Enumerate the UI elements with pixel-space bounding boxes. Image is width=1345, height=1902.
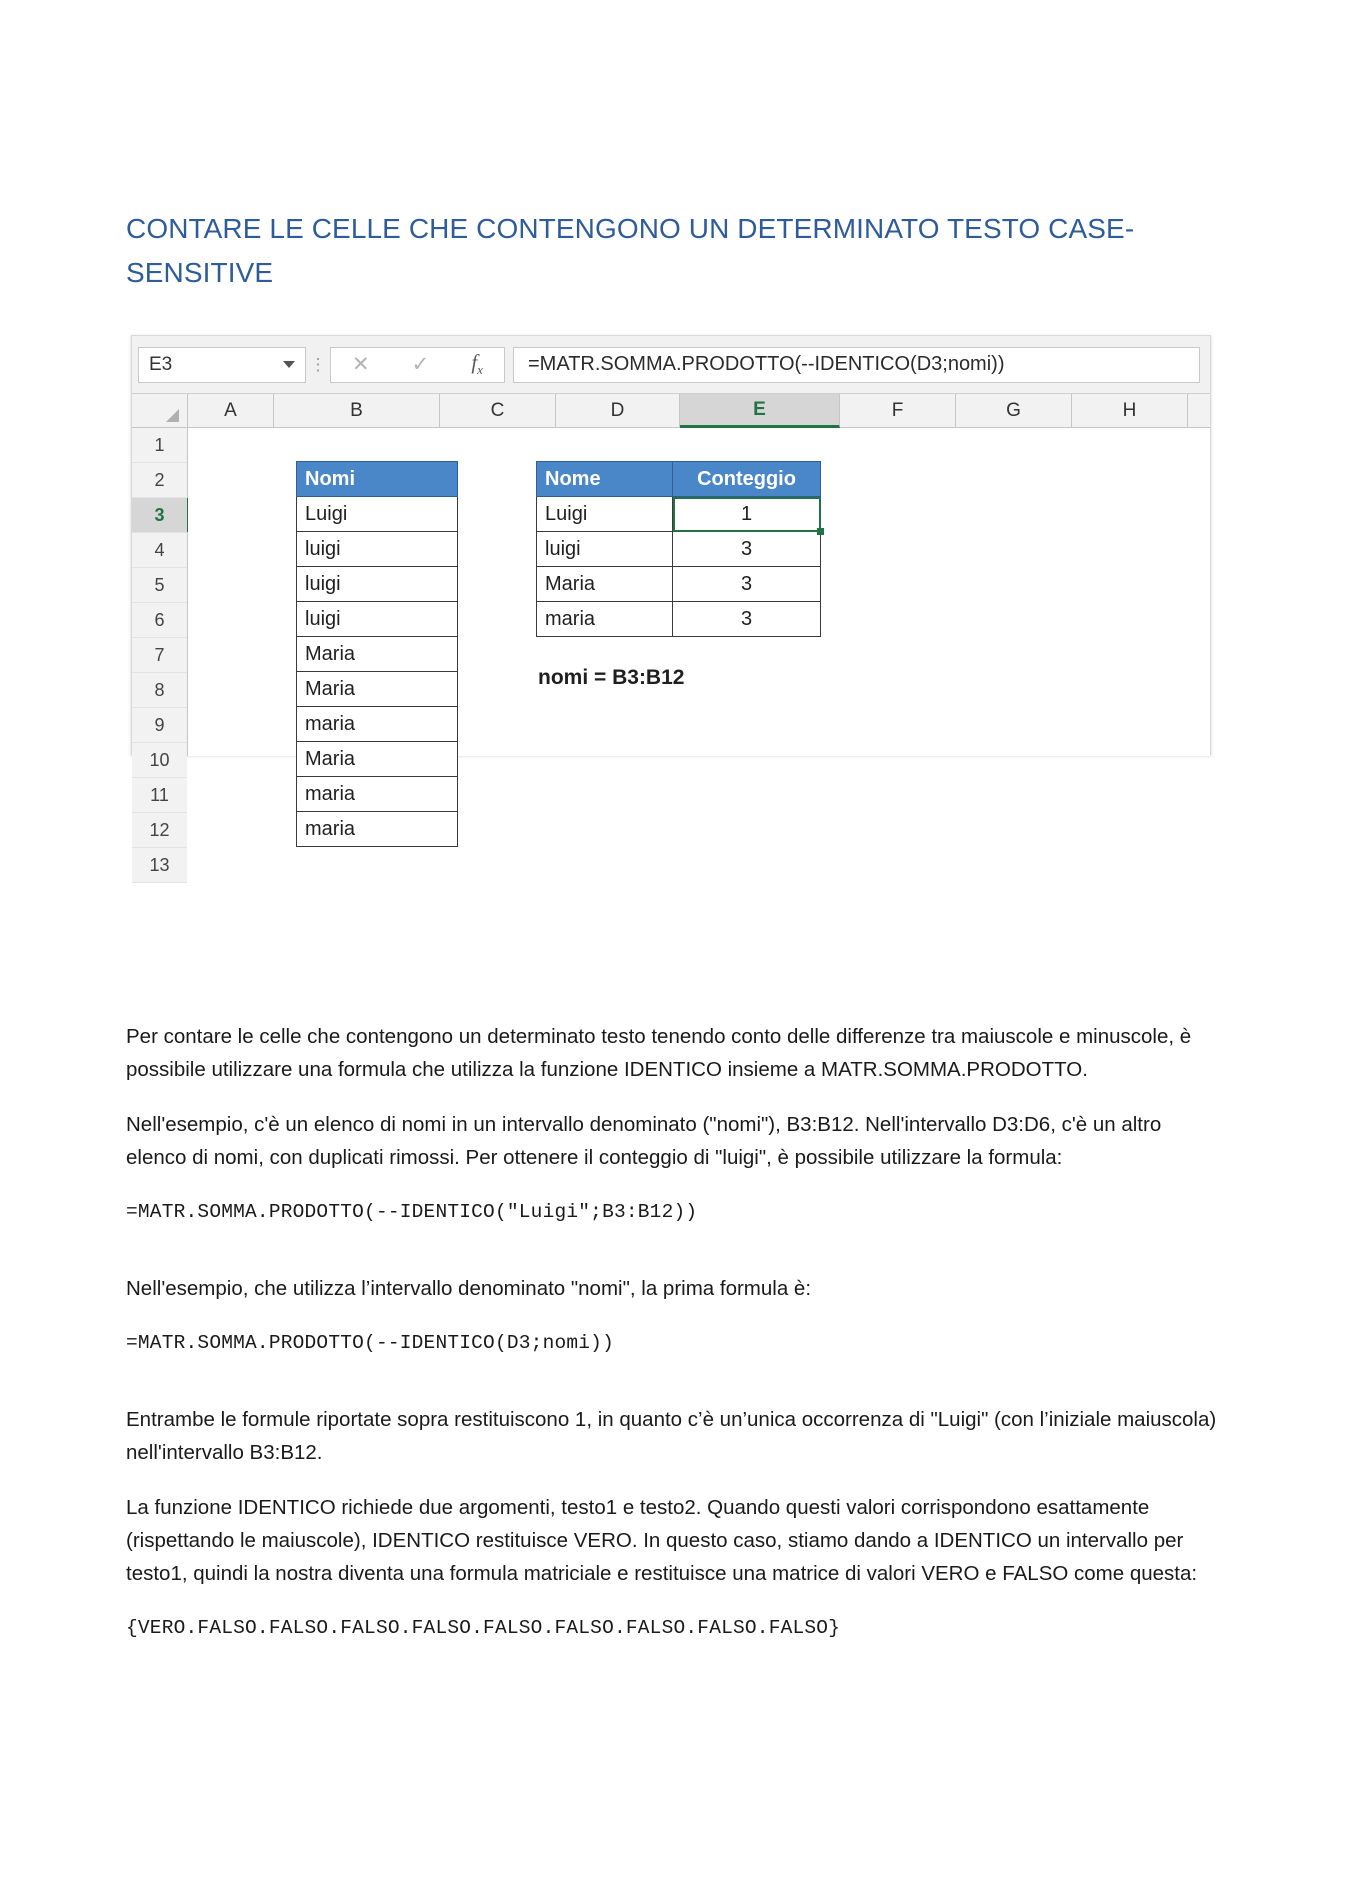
row-header[interactable]: 8 bbox=[132, 673, 187, 708]
conteggio-cell[interactable]: 3 bbox=[673, 532, 821, 567]
nomi-table bbox=[296, 461, 458, 847]
row-header[interactable]: 10 bbox=[132, 743, 187, 778]
code-formula-2: =MATR.SOMMA.PRODOTTO(--IDENTICO(D3;nomi)) bbox=[126, 1332, 614, 1354]
column-header-b[interactable]: B bbox=[274, 394, 440, 427]
row-header[interactable]: 5 bbox=[132, 568, 187, 603]
table-row[interactable] bbox=[297, 707, 458, 742]
spacer bbox=[126, 1228, 1226, 1272]
table-row[interactable] bbox=[537, 497, 821, 532]
table-row[interactable] bbox=[297, 567, 458, 602]
check-icon[interactable]: ✓ bbox=[411, 353, 430, 376]
chevron-down-icon[interactable] bbox=[283, 361, 295, 368]
column-header-e[interactable]: E bbox=[680, 394, 840, 428]
column-header-row bbox=[132, 394, 1210, 428]
row-header[interactable]: 13 bbox=[132, 848, 187, 883]
nomi-cell[interactable]: luigi bbox=[297, 567, 458, 602]
row-header[interactable]: 3 bbox=[132, 498, 190, 533]
table-row[interactable] bbox=[297, 532, 458, 567]
formula-input[interactable]: =MATR.SOMMA.PRODOTTO(--IDENTICO(D3;nomi)) bbox=[513, 347, 1200, 383]
table-row[interactable] bbox=[297, 602, 458, 637]
fill-handle[interactable] bbox=[817, 528, 824, 535]
row-header[interactable]: 1 bbox=[132, 428, 187, 463]
row-header[interactable]: 2 bbox=[132, 463, 187, 498]
column-header-g[interactable]: G bbox=[956, 394, 1072, 427]
nomi-cell[interactable]: Maria bbox=[297, 672, 458, 707]
formula-action-group bbox=[330, 347, 505, 383]
paragraph-intro: Per contare le celle che contengono un determinato testo tenendo conto delle differenze tra maiuscole e minuscole, è possibile utilizzare una formula che utilizza la funzione IDENTICO insieme a MATR.SOMMA.PRODOTTO. bbox=[126, 1025, 1192, 1081]
table-row[interactable] bbox=[297, 672, 458, 707]
table-header-row bbox=[297, 462, 458, 497]
conteggio-header: Conteggio bbox=[673, 462, 821, 497]
conteggio-cell[interactable]: 3 bbox=[673, 602, 821, 637]
nomi-cell[interactable]: maria bbox=[297, 707, 458, 742]
row-header[interactable]: 7 bbox=[132, 638, 187, 673]
excel-screenshot-figure bbox=[131, 335, 1211, 875]
conteggio-cell-active[interactable]: 1 bbox=[673, 497, 821, 532]
conteggio-table bbox=[536, 461, 821, 637]
nome-cell[interactable]: luigi bbox=[537, 532, 673, 567]
conteggio-cell[interactable]: 3 bbox=[673, 567, 821, 602]
spacer bbox=[126, 1359, 1226, 1403]
nome-cell[interactable]: Maria bbox=[537, 567, 673, 602]
table-row[interactable] bbox=[537, 567, 821, 602]
code-formula-1: =MATR.SOMMA.PRODOTTO(--IDENTICO("Luigi";B3:B12)) bbox=[126, 1201, 698, 1223]
page-title: CONTARE LE CELLE CHE CONTENGONO UN DETERMINATO TESTO CASE-SENSITIVE bbox=[126, 212, 1135, 288]
sheet-area bbox=[188, 428, 1210, 840]
close-icon[interactable]: ✕ bbox=[352, 353, 370, 376]
nomi-cell[interactable]: maria bbox=[297, 812, 458, 847]
nomi-cell[interactable]: Maria bbox=[297, 742, 458, 777]
nomi-cell[interactable]: luigi bbox=[297, 532, 458, 567]
row-header[interactable]: 12 bbox=[132, 813, 187, 848]
table-row[interactable] bbox=[537, 602, 821, 637]
nomi-cell[interactable]: Luigi bbox=[297, 497, 458, 532]
nome-header: Nome bbox=[537, 462, 673, 497]
column-header-c[interactable]: C bbox=[440, 394, 556, 427]
name-box-value: E3 bbox=[149, 353, 173, 375]
column-header-f[interactable]: F bbox=[840, 394, 956, 427]
row-header[interactable]: 6 bbox=[132, 603, 187, 638]
table-row[interactable] bbox=[297, 637, 458, 672]
row-header[interactable]: 9 bbox=[132, 708, 187, 743]
grid-body bbox=[132, 428, 1210, 875]
column-header-d[interactable]: D bbox=[556, 394, 680, 427]
paragraph-identico-explanation: La funzione IDENTICO richiede due argomenti, testo1 e testo2. Quando questi valori corrispondono esattamente (rispettando le maiuscole), IDENTICO restituisce VERO. In questo caso, stiamo dando a IDENTICO un intervallo per testo1, quindi la nostra diventa una formula matriciale e restituisce una matrice di valori VERO e FALSO come questa: bbox=[126, 1496, 1198, 1585]
paragraph-result: Entrambe le formule riportate sopra restituiscono 1, in quanto c’è un’unica occorrenza di "Luigi" (con l’iniziale maiuscola) nell'intervallo B3:B12. bbox=[126, 1408, 1217, 1464]
table-row[interactable] bbox=[297, 497, 458, 532]
column-header-h[interactable]: H bbox=[1072, 394, 1188, 427]
row-header[interactable]: 11 bbox=[132, 778, 187, 813]
nomi-cell[interactable]: luigi bbox=[297, 602, 458, 637]
vertical-dots-icon: ⋮ bbox=[309, 354, 327, 374]
table-header-row bbox=[537, 462, 821, 497]
row-header-column bbox=[132, 428, 188, 875]
nome-cell[interactable]: maria bbox=[537, 602, 673, 637]
name-box[interactable] bbox=[138, 347, 306, 383]
body-content bbox=[126, 1020, 1226, 1644]
nome-cell[interactable]: Luigi bbox=[537, 497, 673, 532]
table-row[interactable] bbox=[297, 777, 458, 812]
column-header-a[interactable]: A bbox=[188, 394, 274, 427]
function-icon[interactable]: $f_x$ bbox=[471, 350, 483, 378]
nomi-cell[interactable]: maria bbox=[297, 777, 458, 812]
nomi-header: Nomi bbox=[297, 462, 458, 497]
formula-bar bbox=[132, 336, 1210, 394]
select-all-corner[interactable] bbox=[132, 394, 188, 427]
paragraph-example: Nell'esempio, c'è un elenco di nomi in un intervallo denominato ("nomi"), B3:B12. Nell'intervallo D3:D6, c'è un altro elenco di nomi, con duplicati rimossi. Per ottenere il conteggio di "luigi", è possibile utilizzare la formula: bbox=[126, 1113, 1162, 1169]
nomi-cell[interactable]: Maria bbox=[297, 637, 458, 672]
named-range-annotation: nomi = B3:B12 bbox=[538, 666, 685, 689]
code-array-result: {VERO.FALSO.FALSO.FALSO.FALSO.FALSO.FALSO.FALSO.FALSO.FALSO} bbox=[126, 1617, 841, 1639]
table-row[interactable] bbox=[297, 812, 458, 847]
paragraph-named-range: Nell'esempio, che utilizza l’intervallo denominato "nomi", la prima formula è: bbox=[126, 1277, 812, 1300]
row-header[interactable]: 4 bbox=[132, 533, 187, 568]
table-row[interactable] bbox=[537, 532, 821, 567]
table-row[interactable] bbox=[297, 742, 458, 777]
